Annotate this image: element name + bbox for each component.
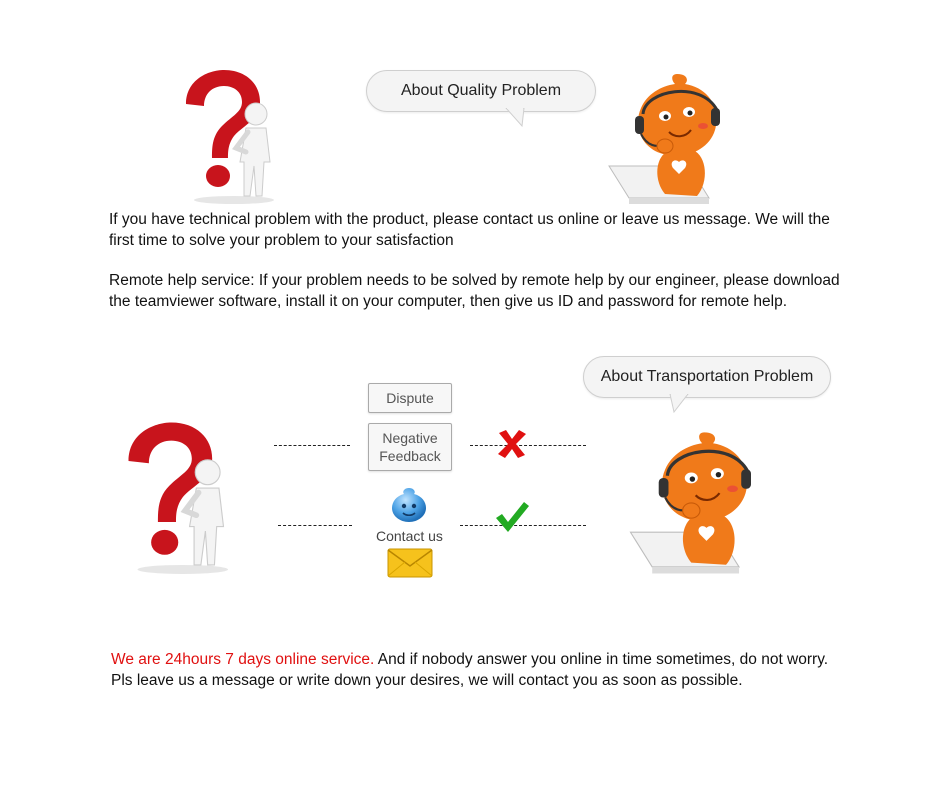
orange-mascot-laptop-icon (624, 428, 764, 580)
footer-line2: Pls leave us a message or write down your desires, we will contact you as soon as possible. (111, 672, 743, 689)
footer-text (111, 649, 911, 691)
green-check-icon (494, 500, 530, 534)
negative-feedback-line1: Negative (382, 430, 438, 446)
bubble-tail-icon (504, 108, 526, 128)
quality-bubble-text: About Quality Problem (400, 82, 562, 99)
quality-paragraph-1: If you have technical problem with the product, please contact us online or leave us message. We will the first time to solve your problem to your satisfaction (109, 211, 830, 249)
contact-us-label: Contact us (376, 528, 443, 544)
dispute-box (368, 383, 452, 413)
footer-line1-rest: And if nobody answer you online in time sometimes, do not worry. (374, 651, 829, 668)
negative-feedback-box (368, 423, 452, 471)
dashed-line-left-bottom (278, 525, 352, 526)
envelope-icon (387, 548, 433, 578)
quality-paragraph-2: Remote help service: If your problem needs to be solved by remote help by our engineer, please download the teamviewer software, install it on your computer, then give us ID and password for remote help. (109, 272, 840, 310)
dashed-line-left-top (274, 445, 350, 446)
transport-bubble-text: About Transportation Problem (600, 368, 814, 385)
footer-highlight: We are 24hours 7 days online service. (111, 651, 375, 668)
transportation-problem-bubble (583, 356, 831, 398)
question-mark-figure-icon (112, 418, 240, 574)
dashed-line-right-top (470, 445, 586, 446)
quality-problem-bubble (366, 70, 596, 112)
negative-feedback-line2: Feedback (379, 448, 441, 464)
dispute-label: Dispute (386, 390, 434, 406)
question-mark-figure-icon (172, 66, 284, 204)
chat-bubble-icon (390, 486, 428, 524)
bubble-tail-icon (668, 394, 690, 414)
red-x-icon (496, 428, 528, 460)
orange-mascot-laptop-icon (605, 70, 730, 210)
